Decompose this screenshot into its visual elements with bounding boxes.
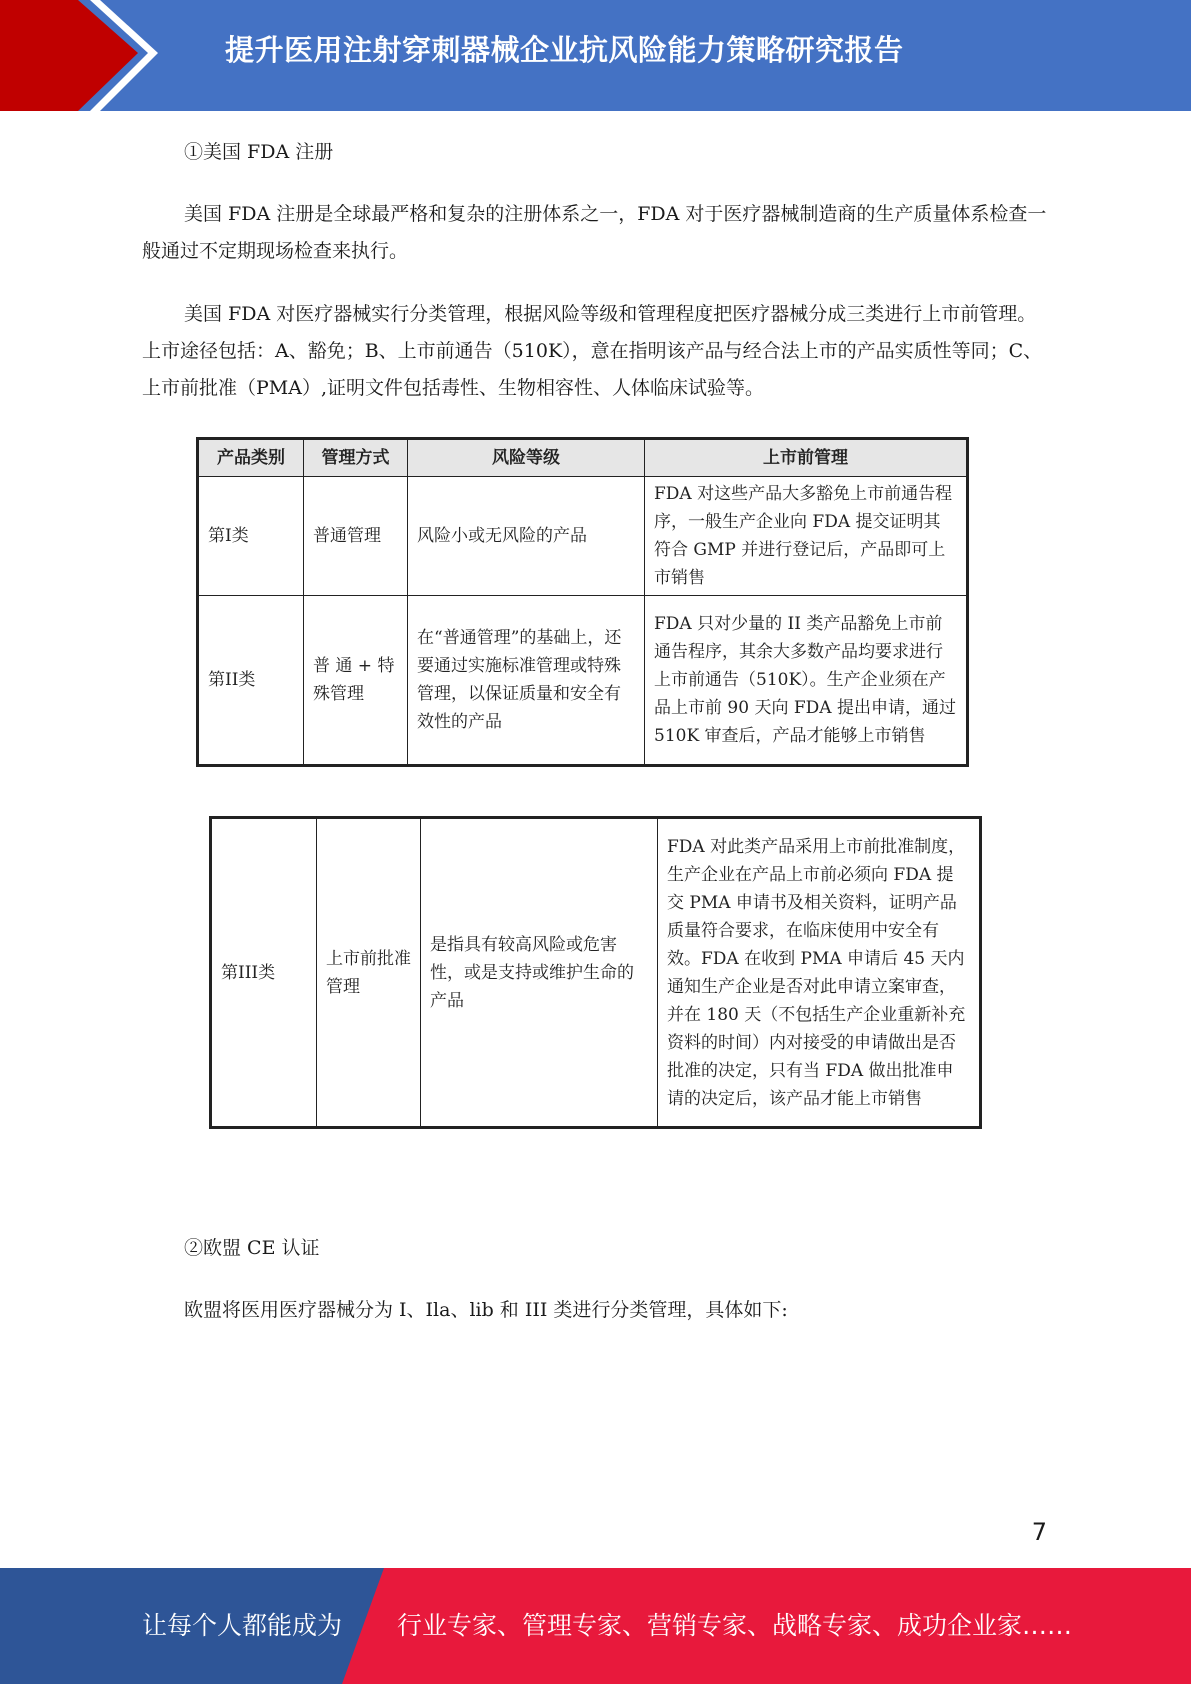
- header-management-method: 管理方式: [304, 439, 408, 477]
- footer-slogan-left: 让每个人都能成为: [142, 1611, 343, 1640]
- page-header: [0, 0, 1191, 111]
- cell-category: 第I类: [198, 477, 304, 596]
- page-footer: [0, 1568, 1191, 1684]
- cell-premarket: FDA 对此类产品采用上市前批准制度，生产企业在产品上市前必须向 FDA 提交 PMA 申请书及相关资料，证明产品质量符合要求，在临床使用中安全有效。FDA 在收到 PMA 申请后 45 天内通知生产企业是否对此申请立案审查，并在 180 天（不包括生产企业重新补充资料的时间）内对接受的申请做出是否批准的决定，只有当 FDA 做出批准申请的决定后，该产品才能上市销售: [658, 818, 981, 1128]
- fda-classification-table-part2: [209, 816, 982, 1129]
- cell-category: 第III类: [211, 818, 317, 1128]
- table-row: [198, 596, 968, 766]
- table-header-row: [198, 439, 968, 477]
- cell-premarket: FDA 对这些产品大多豁免上市前通告程序，一般生产企业向 FDA 提交证明其符合 GMP 并进行登记后，产品即可上市销售: [645, 477, 968, 596]
- cell-risk: 是指具有较高风险或危害性，或是支持或维护生命的产品: [421, 818, 658, 1128]
- report-title: 提升医用注射穿刺器械企业抗风险能力策略研究报告: [225, 33, 904, 67]
- cell-management: 上市前批准管理: [317, 818, 421, 1128]
- header-premarket-management: 上市前管理: [645, 439, 968, 477]
- cell-premarket: FDA 只对少量的 II 类产品豁免上市前通告程序，其余大多数产品均要求进行上市前通告（510K）。生产企业须在产品上市前 90 天向 FDA 提出申请，通过 510K 审查后，产品才能够上市销售: [645, 596, 968, 766]
- paragraph-ce-classification: 欧盟将医用医疗器械分为 I、Ila、lib 和 III 类进行分类管理，具体如下:: [184, 1299, 788, 1321]
- paragraph-fda-intro: 美国 FDA 注册是全球最严格和复杂的注册体系之一，FDA 对于医疗器械制造商的生产质量体系检查一般通过不定期现场检查来执行。: [142, 203, 1047, 262]
- fda-classification-table-part1: [196, 437, 969, 767]
- paragraph-fda-classification: 美国 FDA 对医疗器械实行分类管理，根据风险等级和管理程度把医疗器械分成三类进行上市前管理。上市途径包括：A、豁免；B、上市前通告（510K），意在指明该产品与经合法上市的产品实质性等同；C、上市前批准（PMA）,证明文件包括毒性、生物相容性、人体临床试验等。: [142, 303, 1043, 399]
- cell-category: 第II类: [198, 596, 304, 766]
- table-row: [211, 818, 981, 1128]
- section-heading-ce: ②欧盟 CE 认证: [184, 1237, 320, 1259]
- cell-risk: 在“普通管理”的基础上，还要通过实施标准管理或特殊管理，以保证质量和安全有效性的产品: [408, 596, 645, 766]
- cell-management: 普通管理: [304, 477, 408, 596]
- header-product-category: 产品类别: [198, 439, 304, 477]
- footer-slogan-right: 行业专家、管理专家、营销专家、战略专家、成功企业家……: [397, 1611, 1073, 1640]
- page-number: 7: [1031, 1518, 1047, 1546]
- cell-management: 普 通 + 特殊管理: [304, 596, 408, 766]
- section-heading-fda: ①美国 FDA 注册: [184, 141, 334, 163]
- header-risk-level: 风险等级: [408, 439, 645, 477]
- table-row: [198, 477, 968, 596]
- cell-risk: 风险小或无风险的产品: [408, 477, 645, 596]
